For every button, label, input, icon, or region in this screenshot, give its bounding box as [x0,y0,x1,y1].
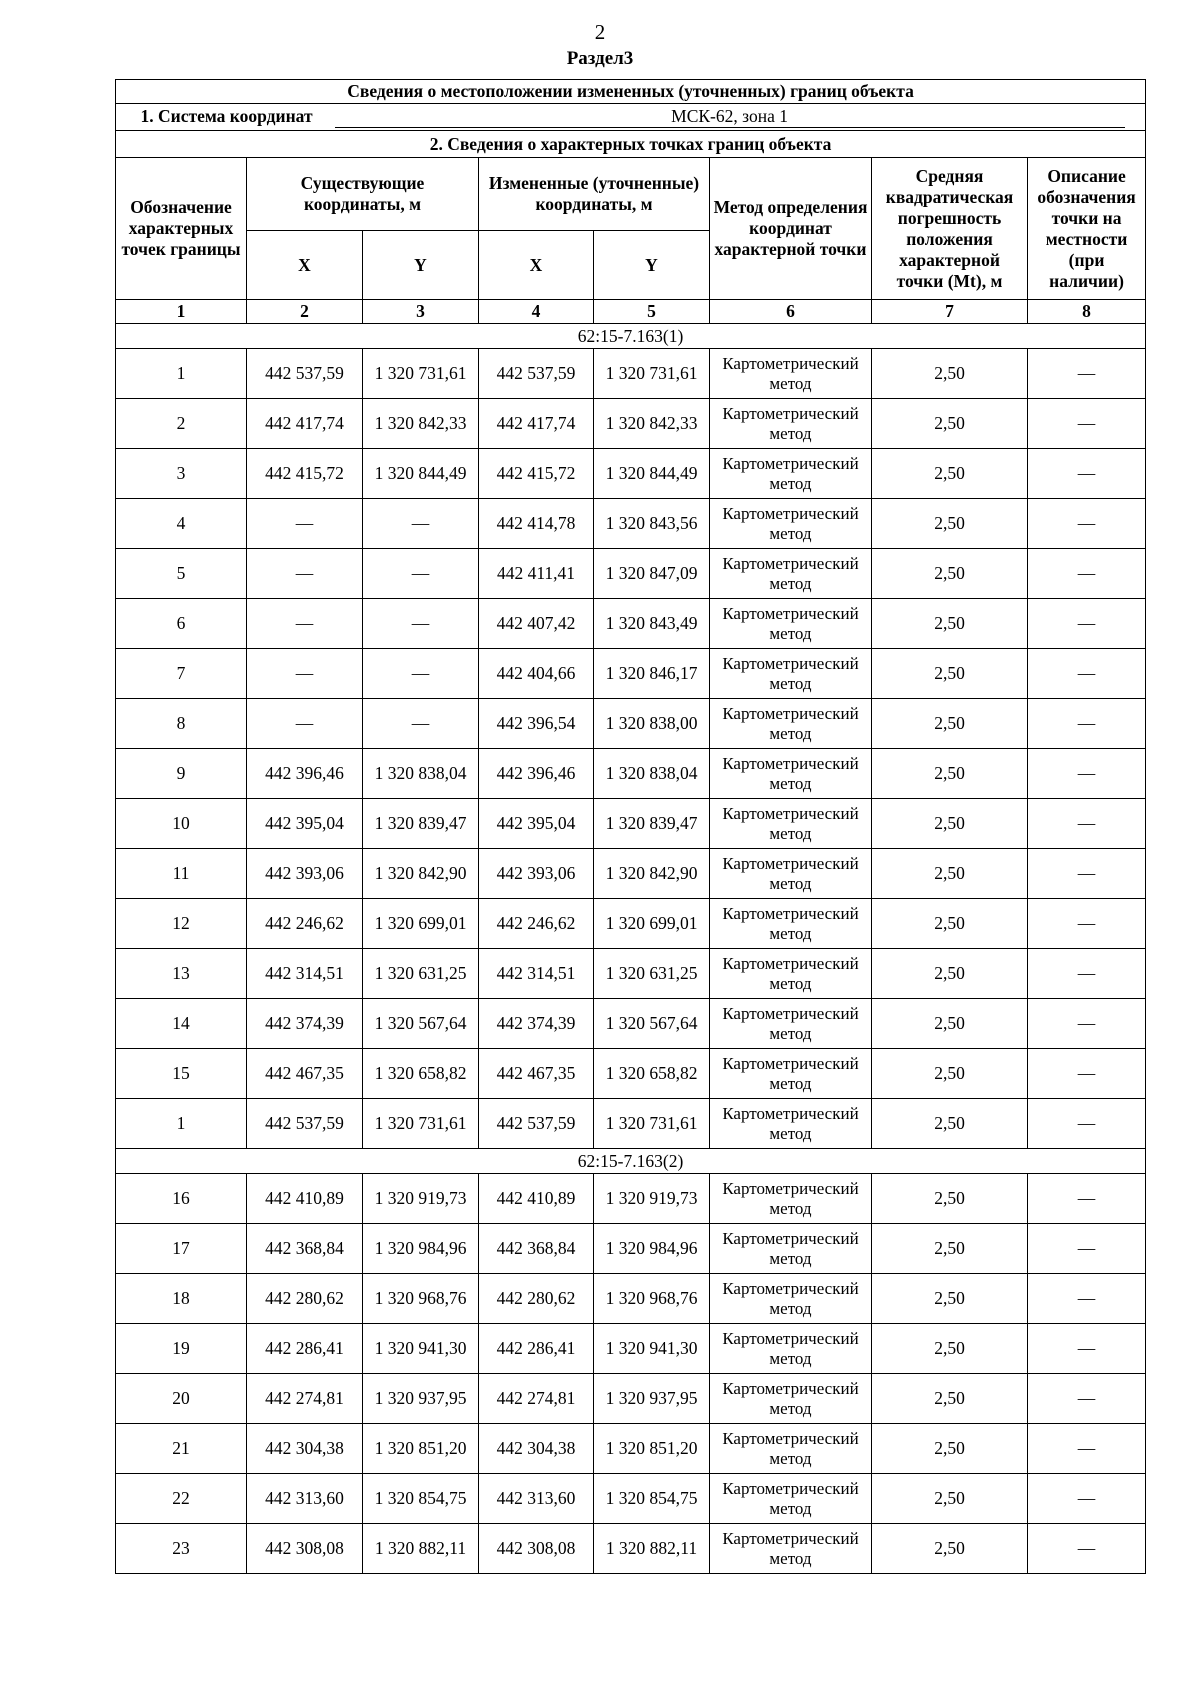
cell-existing-y: 1 320 699,01 [363,899,479,949]
cell-method: Картометрический метод [710,749,872,799]
header-changed-y: Y [594,231,710,300]
cell-existing-y: 1 320 567,64 [363,999,479,1049]
cell-existing-y: 1 320 731,61 [363,1099,479,1149]
table-row [116,1324,1146,1374]
cell-point-number: 6 [116,599,247,649]
cell-description: — [1028,1474,1146,1524]
cell-point-number: 3 [116,449,247,499]
cell-description: — [1028,1174,1146,1224]
cell-existing-y: 1 320 731,61 [363,349,479,399]
cell-changed-x: 442 537,59 [479,349,594,399]
cell-existing-y: — [363,599,479,649]
group-name: 62:15-7.163(2) [116,1149,1146,1174]
cell-changed-y: 1 320 631,25 [594,949,710,999]
table-row [116,1049,1146,1099]
cell-error: 2,50 [872,849,1028,899]
cell-existing-y: 1 320 937,95 [363,1374,479,1424]
cell-description: — [1028,449,1146,499]
cell-description: — [1028,699,1146,749]
cell-point-number: 16 [116,1174,247,1224]
cell-existing-x: 442 374,39 [247,999,363,1049]
cell-existing-x: 442 537,59 [247,349,363,399]
header-existing-x: X [247,231,363,300]
cell-point-number: 7 [116,649,247,699]
cell-description: — [1028,1324,1146,1374]
cell-method: Картометрический метод [710,1524,872,1574]
table-row [116,849,1146,899]
table-row [116,499,1146,549]
table-row [116,999,1146,1049]
cell-description: — [1028,649,1146,699]
table-row [116,899,1146,949]
table-row [116,1474,1146,1524]
cell-changed-y: 1 320 731,61 [594,1099,710,1149]
cell-error: 2,50 [872,449,1028,499]
table-row [116,599,1146,649]
cell-changed-y: 1 320 699,01 [594,899,710,949]
cell-existing-y: 1 320 919,73 [363,1174,479,1224]
cell-changed-y: 1 320 968,76 [594,1274,710,1324]
cell-changed-x: 442 415,72 [479,449,594,499]
header-error: Средняя квадратическая погрешность положения характерной точки (Mt), м [872,158,1028,300]
table-row [116,1174,1146,1224]
cell-method: Картометрический метод [710,1099,872,1149]
cell-point-number: 18 [116,1274,247,1324]
cell-point-number: 12 [116,899,247,949]
cell-method: Картометрический метод [710,599,872,649]
cell-point-number: 1 [116,1099,247,1149]
table-row [116,1374,1146,1424]
cell-description: — [1028,1049,1146,1099]
cell-existing-y: 1 320 842,33 [363,399,479,449]
cell-method: Картометрический метод [710,949,872,999]
cell-error: 2,50 [872,1174,1028,1224]
cell-existing-x: 442 313,60 [247,1474,363,1524]
cell-method: Картометрический метод [710,1049,872,1099]
table-row [116,1424,1146,1474]
cell-method: Картометрический метод [710,649,872,699]
cell-description: — [1028,1524,1146,1574]
cell-description: — [1028,1274,1146,1324]
cell-error: 2,50 [872,899,1028,949]
cell-existing-y: — [363,699,479,749]
cell-description: — [1028,1424,1146,1474]
cell-existing-y: 1 320 941,30 [363,1324,479,1374]
table-row [116,1274,1146,1324]
cell-method: Картометрический метод [710,549,872,599]
cell-changed-y: 1 320 937,95 [594,1374,710,1424]
cell-point-number: 1 [116,349,247,399]
cell-point-number: 4 [116,499,247,549]
cell-changed-x: 442 313,60 [479,1474,594,1524]
table-row [116,1524,1146,1574]
cell-error: 2,50 [872,699,1028,749]
cell-changed-x: 442 395,04 [479,799,594,849]
cell-changed-y: 1 320 842,33 [594,399,710,449]
cell-changed-x: 442 393,06 [479,849,594,899]
cell-error: 2,50 [872,1324,1028,1374]
header-changed-x: X [479,231,594,300]
cell-error: 2,50 [872,949,1028,999]
cell-method: Картометрический метод [710,799,872,849]
column-number: 1 [116,300,247,324]
cell-changed-y: 1 320 842,90 [594,849,710,899]
header-point-designation: Обозначение характерных точек границы [116,158,247,300]
cell-changed-y: 1 320 851,20 [594,1424,710,1474]
group-name: 62:15-7.163(1) [116,324,1146,349]
table-row [116,1099,1146,1149]
column-number: 4 [479,300,594,324]
cell-description: — [1028,799,1146,849]
cell-point-number: 9 [116,749,247,799]
cell-point-number: 17 [116,1224,247,1274]
cell-changed-y: 1 320 838,00 [594,699,710,749]
cell-existing-x: 442 410,89 [247,1174,363,1224]
cell-existing-y: — [363,499,479,549]
cell-description: — [1028,599,1146,649]
cell-changed-x: 442 417,74 [479,399,594,449]
cell-description: — [1028,849,1146,899]
cell-point-number: 23 [116,1524,247,1574]
column-number: 6 [710,300,872,324]
cell-description: — [1028,1374,1146,1424]
cell-changed-x: 442 404,66 [479,649,594,699]
cell-method: Картометрический метод [710,399,872,449]
cell-point-number: 15 [116,1049,247,1099]
cell-changed-x: 442 368,84 [479,1224,594,1274]
cell-changed-x: 442 308,08 [479,1524,594,1574]
cell-description: — [1028,1224,1146,1274]
cell-error: 2,50 [872,499,1028,549]
cell-existing-y: 1 320 658,82 [363,1049,479,1099]
cell-existing-y: — [363,549,479,599]
table-row [116,399,1146,449]
cell-existing-x: 442 537,59 [247,1099,363,1149]
cell-existing-x: 442 393,06 [247,849,363,899]
cell-changed-y: 1 320 844,49 [594,449,710,499]
cell-changed-x: 442 304,38 [479,1424,594,1474]
cell-error: 2,50 [872,1099,1028,1149]
points-title: 2. Сведения о характерных точках границ объекта [116,131,1146,158]
cell-existing-x: 442 314,51 [247,949,363,999]
cell-existing-y: 1 320 854,75 [363,1474,479,1524]
cell-changed-x: 442 467,35 [479,1049,594,1099]
cell-changed-y: 1 320 839,47 [594,799,710,849]
cell-existing-y: 1 320 882,11 [363,1524,479,1574]
cell-existing-x: — [247,549,363,599]
page-number: 2 [594,20,606,44]
cell-point-number: 20 [116,1374,247,1424]
cell-changed-x: 442 537,59 [479,1099,594,1149]
cell-changed-y: 1 320 919,73 [594,1174,710,1224]
cell-changed-y: 1 320 941,30 [594,1324,710,1374]
cell-method: Картометрический метод [710,699,872,749]
cell-changed-y: 1 320 731,61 [594,349,710,399]
cell-changed-y: 1 320 843,49 [594,599,710,649]
cell-changed-x: 442 246,62 [479,899,594,949]
table-row [116,649,1146,699]
group-row [116,1149,1146,1174]
coord-system-row [116,104,1146,131]
cell-error: 2,50 [872,649,1028,699]
cell-changed-x: 442 410,89 [479,1174,594,1224]
cell-description: — [1028,1099,1146,1149]
cell-existing-x: — [247,699,363,749]
cell-point-number: 22 [116,1474,247,1524]
header-changed-coords: Измененные (уточненные) координаты, м [479,158,710,231]
header-existing-coords: Существующие координаты, м [247,158,479,231]
cell-changed-x: 442 396,46 [479,749,594,799]
cell-existing-x: 442 395,04 [247,799,363,849]
table-row [116,699,1146,749]
cell-changed-y: 1 320 658,82 [594,1049,710,1099]
table-row [116,549,1146,599]
cell-existing-y: 1 320 838,04 [363,749,479,799]
cell-existing-y: 1 320 631,25 [363,949,479,999]
cell-changed-x: 442 280,62 [479,1274,594,1324]
cell-existing-x: 442 280,62 [247,1274,363,1324]
cell-description: — [1028,899,1146,949]
cell-existing-x: 442 417,74 [247,399,363,449]
cell-existing-y: 1 320 968,76 [363,1274,479,1324]
cell-method: Картометрический метод [710,1324,872,1374]
table-row [116,449,1146,499]
cell-existing-x: — [247,599,363,649]
cell-existing-x: 442 415,72 [247,449,363,499]
cell-method: Картометрический метод [710,1374,872,1424]
cell-existing-x: 442 246,62 [247,899,363,949]
cell-error: 2,50 [872,1374,1028,1424]
coord-system-value: МСК-62, зона 1 [335,106,1125,128]
table-title: Сведения о местоположении измененных (уточненных) границ объекта [116,80,1146,104]
cell-description: — [1028,349,1146,399]
cell-description: — [1028,399,1146,449]
cell-changed-x: 442 414,78 [479,499,594,549]
cell-method: Картометрический метод [710,499,872,549]
cell-existing-y: 1 320 842,90 [363,849,479,899]
cell-point-number: 10 [116,799,247,849]
cell-existing-x: 442 304,38 [247,1424,363,1474]
cell-error: 2,50 [872,749,1028,799]
cell-changed-y: 1 320 846,17 [594,649,710,699]
cell-changed-y: 1 320 847,09 [594,549,710,599]
cell-existing-y: 1 320 844,49 [363,449,479,499]
cell-method: Картометрический метод [710,1424,872,1474]
cell-error: 2,50 [872,799,1028,849]
cell-error: 2,50 [872,1424,1028,1474]
cell-error: 2,50 [872,999,1028,1049]
table-row [116,349,1146,399]
cell-existing-x: 442 308,08 [247,1524,363,1574]
cell-existing-x: — [247,649,363,699]
cell-changed-y: 1 320 838,04 [594,749,710,799]
cell-changed-y: 1 320 567,64 [594,999,710,1049]
cell-error: 2,50 [872,399,1028,449]
cell-description: — [1028,499,1146,549]
cell-changed-x: 442 374,39 [479,999,594,1049]
cell-changed-y: 1 320 843,56 [594,499,710,549]
cell-changed-x: 442 274,81 [479,1374,594,1424]
table-row [116,799,1146,849]
column-numbers-row [116,300,1146,324]
cell-description: — [1028,999,1146,1049]
table-row [116,749,1146,799]
cell-existing-x: 442 274,81 [247,1374,363,1424]
cell-changed-x: 442 396,54 [479,699,594,749]
cell-method: Картометрический метод [710,349,872,399]
cell-error: 2,50 [872,599,1028,649]
cell-point-number: 13 [116,949,247,999]
cell-changed-x: 442 411,41 [479,549,594,599]
cell-description: — [1028,549,1146,599]
cell-existing-y: 1 320 984,96 [363,1224,479,1274]
cell-changed-x: 442 407,42 [479,599,594,649]
cell-changed-y: 1 320 882,11 [594,1524,710,1574]
cell-point-number: 8 [116,699,247,749]
boundary-points-table [115,79,1146,1574]
header-description: Описание обозначения точки на местности (при наличии) [1028,158,1146,300]
cell-existing-y: 1 320 851,20 [363,1424,479,1474]
cell-changed-y: 1 320 854,75 [594,1474,710,1524]
cell-point-number: 11 [116,849,247,899]
cell-existing-x: 442 368,84 [247,1224,363,1274]
cell-method: Картометрический метод [710,1174,872,1224]
cell-point-number: 14 [116,999,247,1049]
cell-point-number: 2 [116,399,247,449]
cell-error: 2,50 [872,1049,1028,1099]
column-number: 5 [594,300,710,324]
cell-description: — [1028,949,1146,999]
cell-error: 2,50 [872,549,1028,599]
cell-point-number: 19 [116,1324,247,1374]
header-existing-y: Y [363,231,479,300]
table-row [116,1224,1146,1274]
cell-existing-y: — [363,649,479,699]
cell-method: Картометрический метод [710,899,872,949]
cell-method: Картометрический метод [710,849,872,899]
cell-error: 2,50 [872,1474,1028,1524]
section-title: Раздел3 [566,48,634,69]
cell-method: Картометрический метод [710,1224,872,1274]
table-row [116,949,1146,999]
cell-existing-x: 442 286,41 [247,1324,363,1374]
cell-error: 2,50 [872,1524,1028,1574]
column-number: 8 [1028,300,1146,324]
cell-changed-x: 442 286,41 [479,1324,594,1374]
cell-existing-y: 1 320 839,47 [363,799,479,849]
cell-existing-x: — [247,499,363,549]
cell-method: Картометрический метод [710,1274,872,1324]
cell-error: 2,50 [872,1274,1028,1324]
cell-changed-y: 1 320 984,96 [594,1224,710,1274]
cell-error: 2,50 [872,1224,1028,1274]
cell-point-number: 21 [116,1424,247,1474]
cell-existing-x: 442 396,46 [247,749,363,799]
column-number: 3 [363,300,479,324]
column-number: 7 [872,300,1028,324]
group-row [116,324,1146,349]
cell-error: 2,50 [872,349,1028,399]
cell-method: Картометрический метод [710,999,872,1049]
cell-description: — [1028,749,1146,799]
cell-method: Картометрический метод [710,449,872,499]
cell-point-number: 5 [116,549,247,599]
cell-changed-x: 442 314,51 [479,949,594,999]
coord-system-label: 1. Система координат [140,106,313,126]
cell-existing-x: 442 467,35 [247,1049,363,1099]
header-method: Метод определения координат характерной точки [710,158,872,300]
column-number: 2 [247,300,363,324]
cell-method: Картометрический метод [710,1474,872,1524]
